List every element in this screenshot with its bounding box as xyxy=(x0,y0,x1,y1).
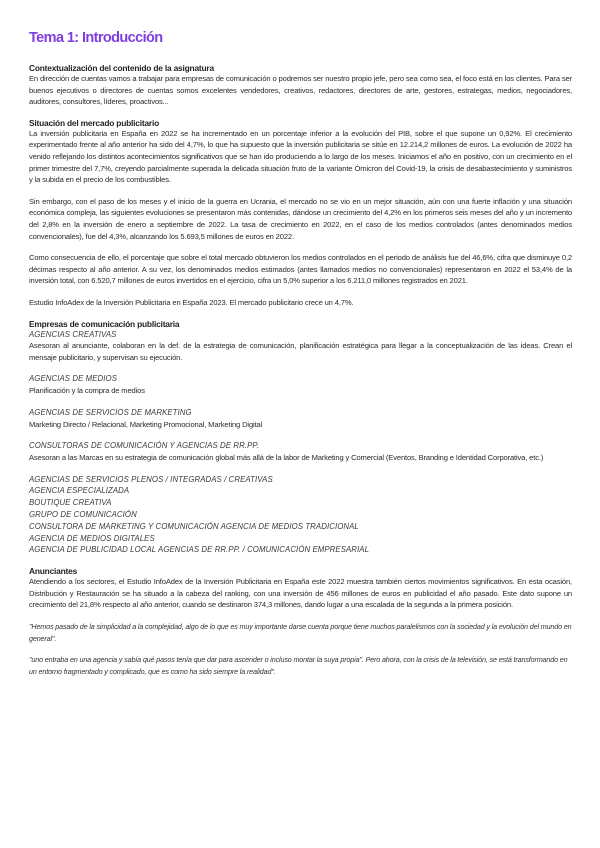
heading-anunciantes: Anunciantes xyxy=(29,566,78,577)
list-item: AGENCIA DE MEDIOS DIGITALES xyxy=(29,533,155,543)
agencia-desc: Planificación y la compra de medios xyxy=(29,386,145,396)
agencia-title: AGENCIAS DE MEDIOS xyxy=(29,374,118,384)
list-item: BOUTIQUE CREATIVA xyxy=(29,498,112,508)
agencia-title: CONSULTORAS DE COMUNICACIÓN Y AGENCIAS DE RR.PP. xyxy=(29,441,259,451)
list-item: AGENCIA DE PUBLICIDAD LOCAL AGENCIAS DE RR.PP. / COMUNICACIÓN EMPRESARIAL xyxy=(29,545,370,555)
paragraph-mercado-3: Como consecuencia de ello, el porcentaje que sobre el total mercado obtuvieron los medios controlados en el periodo de análisis fue del 46,6%, cifra que disminuye 0,2 décimas respecto al año anterior. A su vez, los denominados medios estimados (antes llamados medios no convencionales) representaron en 2022 el 53,4% de la inversión total, con 6.520,7 millones de euros invertidos en el ejercicio, cifra un 5,0% superior a los 6.211,0 millones registrados en 2021. xyxy=(29,253,572,286)
list-item: AGENCIAS DE SERVICIOS PLENOS / INTEGRADAS / CREATIVAS xyxy=(29,474,273,484)
list-item: AGENCIA ESPECIALIZADA xyxy=(29,486,130,496)
page-title: Tema 1: Introducción xyxy=(29,30,163,46)
heading-mercado: Situación del mercado publicitario xyxy=(29,117,160,128)
paragraph-mercado-2: Sin embargo, con el paso de los meses y el inicio de la guerra en Ucrania, el mercado no se vio en un mejor situación, aún con una fuerte inflación y una situación económica compleja, las siguientes evoluciones se presentaron más contenidas, dándose un crecimiento del 4,2% en los primeros seis meses del año y un incremento del 2,8% en la inversión de enero a septiembre de 2022. La tasa de crecimiento en 2022, en el caso de los medios controlados (antes denominados medios convencionales), fue del 4,3%, alcanzando los 5.693,5 millones de euros en 2022. xyxy=(29,196,572,241)
quote-2: "uno entraba en una agencia y sabía qué pasos tenía que dar para ascender o incluso montar la suya propia". Pero ahora, con la crisis de la televisión, se está transformando en un entorno fragmentado y complicado, que es como ha sido siempre la realidad". xyxy=(29,655,568,676)
agencia-title: AGENCIAS CREATIVAS xyxy=(29,329,117,339)
heading-contextualizacion: Contextualización del contenido de la asignatura xyxy=(29,63,214,73)
quote-1: "Hemos pasado de la simplicidad a la complejidad, algo de lo que es muy importante darse cuenta porque tiene muchos paralelismos con la sociedad y la evolución del mundo en general". xyxy=(29,622,572,643)
paragraph-mercado-1: La inversión publicitaria en España en 2022 se ha incrementado en un porcentaje inferior a la evolución del PIB, sobre el que supone un 0,92%. El crecimiento experimentado frente al año anterior ha sido del 4,7%, lo que ha supuesto que la inversión publicitaria se sitúe en 12.214,2 millones de euros. La evolución de 2022 ha venido reflejando los distintos acontecimientos significativos que se han ido produciendo a lo largo de los meses. Iniciamos el año en positivo, con un crecimiento en el primer trimestre del 7,7%, creyendo parcialmente superada la delicada situación fruto de la variante Ómicron del Covid-19, la crisis de desabastecimiento y suministros y la subida en el precio de los combustibles. xyxy=(29,128,572,185)
list-item: CONSULTORA DE MARKETING Y COMUNICACIÓN AGENCIA DE MEDIOS TRADICIONAL xyxy=(29,521,359,531)
paragraph-anunciantes: Atendiendo a los sectores, el Estudio InfoAdex de la Inversión Publicitaria en España este 2022 muestra también ciertos movimientos significativos. En esta ocasión, Distribución y Restauración se ha situado a la cabeza del ranking, con una inversión de 456 millones de euros en publicidad el año pasado. Este dato supone un crecimiento del 21,8% respecto al año anterior, cuando se destinaron 374,3 millones, dando lugar a una escalada de la segunda a la primera posición. xyxy=(29,577,572,610)
agencia-desc: Asesoran a las Marcas en su estrategia de comunicación global más allá de la labor de Marketing y Comercial (Eventos, Branding e Identidad Corporativa, etc.) xyxy=(29,453,544,463)
agencia-title: AGENCIAS DE SERVICIOS DE MARKETING xyxy=(29,407,192,417)
list-item: GRUPO DE COMUNICACIÓN xyxy=(29,510,137,520)
paragraph-contextualizacion: En dirección de cuentas vamos a trabajar para empresas de comunicación o podremos ser nuestro propio jefe, pero sea como sea, el foco está en los clientes. Para ser buenos ejecutivos o directores de cuentas somos excelentes vendedores, creativos, redactores, directores de arte, gestores, estrategas, medios, negociadores, auditores, consultores, líderes, proactivos... xyxy=(29,74,572,107)
agency-type-list xyxy=(29,474,572,557)
heading-empresas: Empresas de comunicación publicitaria xyxy=(29,318,180,329)
agencia-desc: Marketing Directo / Relacional, Marketing Promocional, Marketing Digital xyxy=(29,419,263,429)
paragraph-mercado-fuente: Estudio InfoAdex de la Inversión Publicitaria en España 2023. El mercado publicitario crece un 4,7%. xyxy=(29,297,354,307)
agencia-desc: Asesoran al anunciante, colaboran en la def. de la estrategia de comunicación, planificación estratégica para llegar a la conceptualización de las ideas. Crean el mensaje publicitario, y supervisan su ejecución. xyxy=(29,341,572,362)
